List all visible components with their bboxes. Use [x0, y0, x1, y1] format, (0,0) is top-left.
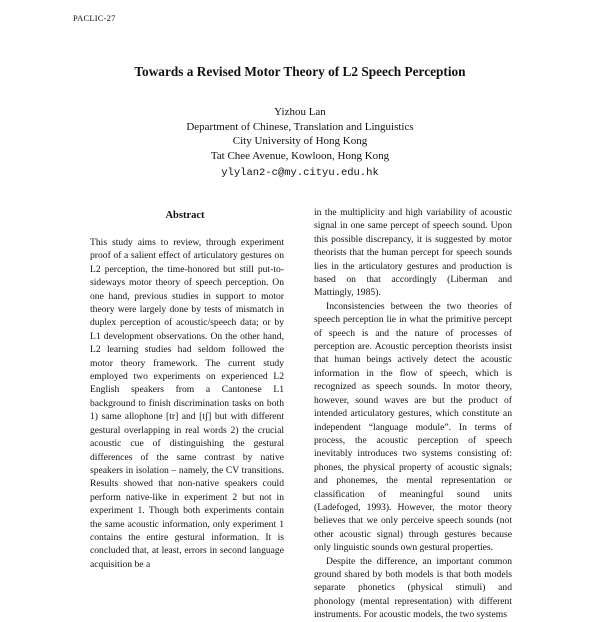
running-header: PACLIC-27 [73, 13, 116, 23]
body-paragraph: Inconsistencies between the two theories of speech perception lie in what the primitive percept of speech is and the nature of processes of perception are. Acoustic perception theorists insist that human beings actively detect the acoustic information in the flow of speech, which is recognized as speech sounds. In motor theory, however, sound waves are but the product of intended articulatory gestures, which constitute an independent “language module”. In terms of process, the acoustic perception of speech inevitably introduces two systems consisting of: phones, the physical property of acoustic signals; and phonemes, the mental representation or classification of meaningful sound units (Ladefoged, 1993). However, the motor theory believes that we only perceive speech sounds (not other acoustic signal) through gestures because only linguistic sounds own gestural properties. [314, 300, 512, 554]
abstract-column [90, 236, 284, 600]
abstract-heading: Abstract [165, 210, 205, 221]
author-address: Tat Chee Avenue, Kowloon, Hong Kong [210, 149, 390, 162]
author-department: Department of Chinese, Translation and Linguistics [186, 120, 414, 133]
author-email: ylylan2-c@my.cityu.edu.hk [221, 167, 379, 180]
body-paragraph: in the multiplicity and high variability of acoustic signal in one same percept of speech sound. Upon this possible discrepancy, it is suggested by motor theorists that the human percept for speech sounds lies in the articulatory gestures and production is based on that accordingly (Liberman and Mattingly, 1985). [314, 207, 512, 299]
paper-title: Towards a Revised Motor Theory of L2 Speech Perception [134, 64, 466, 79]
abstract-text: This study aims to review, through experiment proof of a salient effect of articulatory gestures on L2 perception, the time-honored but still put-to-sideways motor theory of speech perception. On one hand, previous studies in support to motor theory were largely done by tests of mismatch in duplex perception of acoustic/speech data; or by L1 development observations. On the other hand, L2 learning studies had seldom followed the motor theory framework. The current study employed two experiments on experienced L2 English speakers from a Cantonese L1 background to finish discrimination tasks on both 1) same allophone [tr] and [tʃ] but with different gestural overlapping in real words 2) the crucial acoustic cue of distinguishing the gestural differences of the same contrast by native speakers in isolation – namely, the CV transitions. Results showed that non-native speakers could perform native-like in experiment 2 but not in experiment 1. Though both experiments contain the same acoustic information, only experiment 1 contains the entire gestural information. It is concluded that, at least, errors in second language acquisition be a [90, 237, 284, 570]
body-column [314, 206, 512, 621]
body-paragraph: Despite the difference, an important common ground shared by both models is that both models separate phonetics (physical stimuli) and phonology (mental representation) with different instruments. For acoustic models, the two systems [314, 555, 512, 621]
author-block [0, 105, 600, 181]
author-name: Yizhou Lan [274, 106, 326, 118]
author-university: City University of Hong Kong [232, 135, 368, 148]
